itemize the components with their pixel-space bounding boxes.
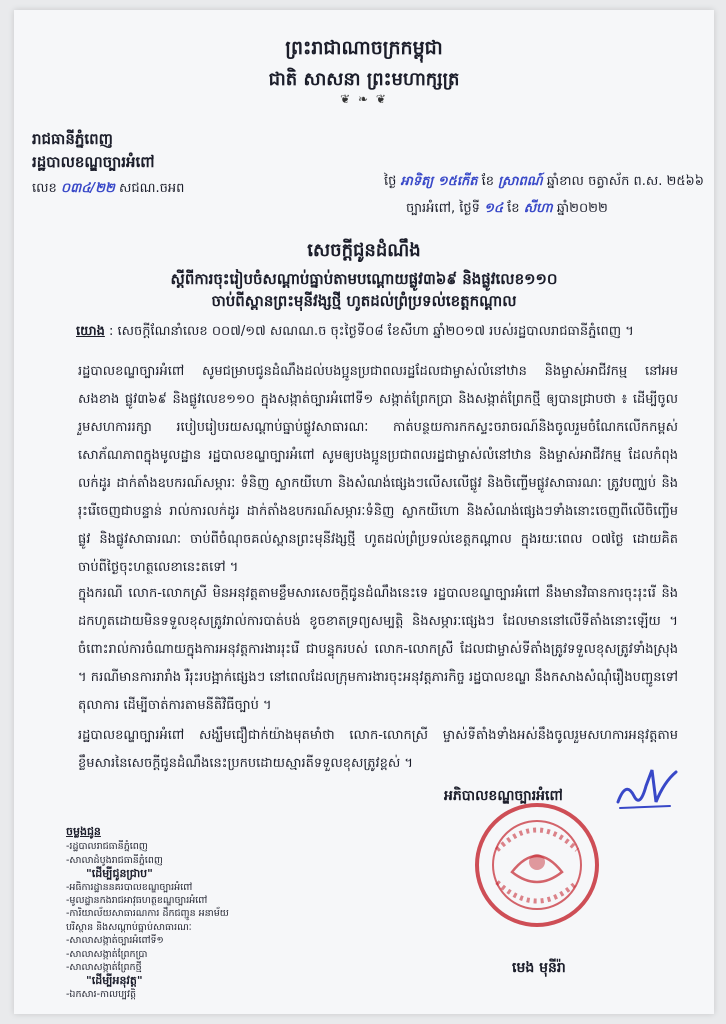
document-subject — [14, 268, 714, 312]
solar-year: ឆ្នាំ២០២២ — [556, 201, 608, 216]
copies-item: បរិស្ថាន និងសណ្តាប់ធ្នាប់សាធារណៈ — [66, 921, 192, 933]
ref-number-handwritten: ០៣៤/២២ — [60, 181, 115, 196]
lunar-date — [384, 173, 704, 192]
copies-item: -ឯកសារ-កាលប្បវត្តិ — [66, 988, 136, 1000]
body-paragraph-3: រដ្ឋបាលខណ្ឌច្បារអំពៅ សង្ឃឹមជឿជាក់យ៉ាងមុតមាំថា លោក-លោកស្រី ម្ចាស់ទីតាំងទាំងអស់នឹងចូលរួមសហការអនុវត្តតាមខ្លឹមសារនៃសេចក្តីជូនដំណឹងនេះប្រកបដោយស្មារតីទទួលខុសត្រូវខ្ពស់ ។ — [78, 728, 678, 771]
handwritten-signature — [612, 762, 682, 821]
ornament-divider: ❦ ❧ ❦ — [340, 92, 388, 106]
lunar-day-prefix: ថ្ងៃ — [384, 174, 397, 189]
copies-list — [66, 825, 229, 1001]
copies-subheading-inform: "ដើម្បីជូនជ្រាប" — [86, 867, 153, 881]
copies-item: -មូលដ្ឋានកងរាជអាវុធហត្ថខណ្ឌច្បារអំពៅ — [66, 895, 208, 907]
issuer-district: រដ្ឋបាលខណ្ឌច្បារអំពៅ — [32, 153, 155, 171]
reference-label: យោង — [76, 324, 105, 339]
copies-subheading-implement: "ដើម្បីអនុវត្ត" — [86, 974, 143, 988]
copies-item: -ការិយាល័យសាធារណការ ដឹកជញ្ជូន អនាម័យ — [66, 908, 229, 920]
solar-month: សីហា — [523, 201, 553, 216]
document-title: សេចក្តីជូនដំណឹង — [307, 240, 421, 261]
lunar-year: ឆ្នាំខាល ចត្វាស័ក ព.ស. ២៥៦៦ — [546, 174, 704, 189]
lunar-month-prefix: ខែ — [481, 174, 495, 189]
lunar-day: អាទិត្យ ១៥កើត — [400, 174, 478, 189]
ref-suffix: សជណ.ចអព — [119, 181, 185, 196]
solar-day: ១៤ — [483, 201, 504, 216]
copies-item: -សាលាសង្កាត់ច្បារអំពៅទី១ — [66, 935, 164, 947]
signer-name: មេង មុនីរ៉ា — [512, 960, 566, 976]
official-seal-stamp — [472, 800, 602, 934]
solar-month-prefix: ខែ — [507, 201, 520, 216]
national-motto: ជាតិ សាសនា ព្រះមហាក្សត្រ — [268, 69, 460, 90]
copies-item: -អធិការដ្ឋាននគរបាលខណ្ឌច្បារអំពៅ — [66, 881, 193, 893]
solar-day-prefix: ច្បារអំពៅ, ថ្ងៃទី — [406, 201, 480, 216]
reference-number — [32, 180, 184, 199]
document-page — [14, 10, 714, 1014]
subject-line-1: ស្តីពីការចុះរៀបចំសណ្តាប់ធ្នាប់តាមបណ្តោយផ្លូវ៣៦៩ និងផ្លូវលេខ១១០ — [170, 270, 558, 288]
ref-prefix: លេខ — [32, 181, 57, 196]
seal-icon — [472, 800, 602, 930]
body-paragraph-2: ក្នុងករណី លោក-លោកស្រី មិនអនុវត្តតាមខ្លឹមសារសេចក្តីជូនដំណឹងនេះទេ រដ្ឋបាលខណ្ឌច្បារអំពៅ នឹងមានវិធានការចុះរុះរើ និងដកហូតដោយមិនទទួលខុសត្រូវរាល់ការបាត់បង់ ខូចខាតទ្រព្យសម្បត្តិ និងសម្ភារៈផ្សេងៗ ដែលមាននៅលើទីតាំងនោះឡើយ ។ ចំពោះរាល់ការចំណាយក្នុងការអនុវត្តការងាររុះរើ ជាបន្ទុករបស់ លោក-លោកស្រី ដែលជាម្ចាស់ទីតាំងត្រូវទទួលខុសត្រូវទាំងស្រុង ។ ករណីមានការរារាំង រឺរុះរបង្អាក់ផ្សេងៗ នៅពេលដែលក្រុមការងារចុះអនុវត្តភារកិច្ច រដ្ឋបាលខណ្ឌ នឹងកសាងសំណុំរឿងបញ្ជូនទៅតុលាការ ដើម្បីចាត់ការតាមនីតិវិធីច្បាប់ ។ — [78, 586, 678, 713]
signer-title: អភិបាលខណ្ឌច្បារអំពៅ — [444, 788, 563, 804]
copies-item: -រដ្ឋបាលរាជធានីភ្នំពេញ — [66, 841, 148, 853]
body-paragraph-1: រដ្ឋបាលខណ្ឌច្បារអំពៅ សូមជម្រាបជូនដំណឹងដល់បងប្អូនប្រជាពលរដ្ឋដែលជាម្ចាស់លំនៅឋាន និងម្ចាស់អាជីវកម្ម នៅអមសងខាង ផ្លូវ៣៦៩ និងផ្លូវលេខ១១០ ក្នុងសង្កាត់ច្បារអំពៅទី១ សង្កាត់ព្រែកប្រា និងសង្កាត់ព្រែកថ្មី ឲ្យបានជ្រាបថា ៖ ដើម្បីចូលរួមសហការរក្សា របៀបរៀបរយសណ្តាប់ធ្នាប់ផ្លូវសាធារណៈ កាត់បន្ថយការកកស្ទះចរាចរណ៍និងចូលរួមចំណែកលើកកម្ពស់សោភ័ណភាពក្នុងមូលដ្ឋាន រដ្ឋបាលខណ្ឌច្បារអំពៅ សូមឲ្យបងប្អូនប្រជាពលរដ្ឋជាម្ចាស់លំនៅឋាន និងម្ចាស់អាជីវកម្ម ដែលកំពុងលក់ដូរ ដាក់តាំងឧបករណ៍សម្ភារៈ ទំនិញ ស្លាកយីហោ និងសំណង់ផ្សេងៗលើសលើផ្លូវ និងចិញ្ចើមផ្លូវសាធារណៈ ត្រូវបញ្ឈប់ និងរុះរើចេញជាបន្ទាន់ រាល់ការលក់ដូរ ដាក់តាំងឧបករណ៍សម្ភារៈទំនិញ ស្លាកយីហោ និងសំណង់ផ្សេងៗទាំងនោះចេញពីលើចិញ្ចើមផ្លូវ និងផ្លូវសាធារណៈ ចាប់ពីចំណុចគល់ស្ពានព្រះមុនីវង្សថ្មី ហូតដល់ព្រំប្រទល់ខេត្តកណ្តាល ក្នុងរយៈពេល ០៧ថ្ងៃ ដោយគិតចាប់ពីថ្ងៃចុះហត្ថលេខានេះតទៅ ។ — [78, 364, 678, 575]
signature-icon — [612, 762, 682, 817]
lunar-month: ស្រាពណ៍ — [498, 174, 543, 189]
copies-item: -សាលាសង្កាត់ព្រែកថ្មី — [66, 962, 142, 974]
copies-item: -សាលាដំបូងរាជធានីភ្នំពេញ — [66, 854, 163, 866]
copies-heading: ចម្លងជូន — [66, 825, 101, 838]
subject-line-2: ចាប់ពីស្ពានព្រះមុនីវង្សថ្មី ហូតដល់ព្រំប្រទល់ខេត្តកណ្តាល — [211, 292, 517, 310]
kingdom-heading: ព្រះរាជាណាចក្រកម្ពុជា — [285, 37, 443, 59]
issuer-capital: រាជធានីភ្នំពេញ — [32, 130, 113, 148]
copies-item: -សាលាសង្កាត់ព្រែកប្រា — [66, 948, 148, 960]
reference-line — [76, 323, 634, 342]
reference-text: : សេចក្តីណែនាំលេខ ០០៧/១៧ សណណ.ច ចុះថ្ងៃទី០៨ ខែសីហា ឆ្នាំ២០១៧ របស់រដ្ឋបាលរាជធានីភ្នំពេញ ។ — [109, 324, 634, 339]
solar-date — [406, 200, 608, 219]
